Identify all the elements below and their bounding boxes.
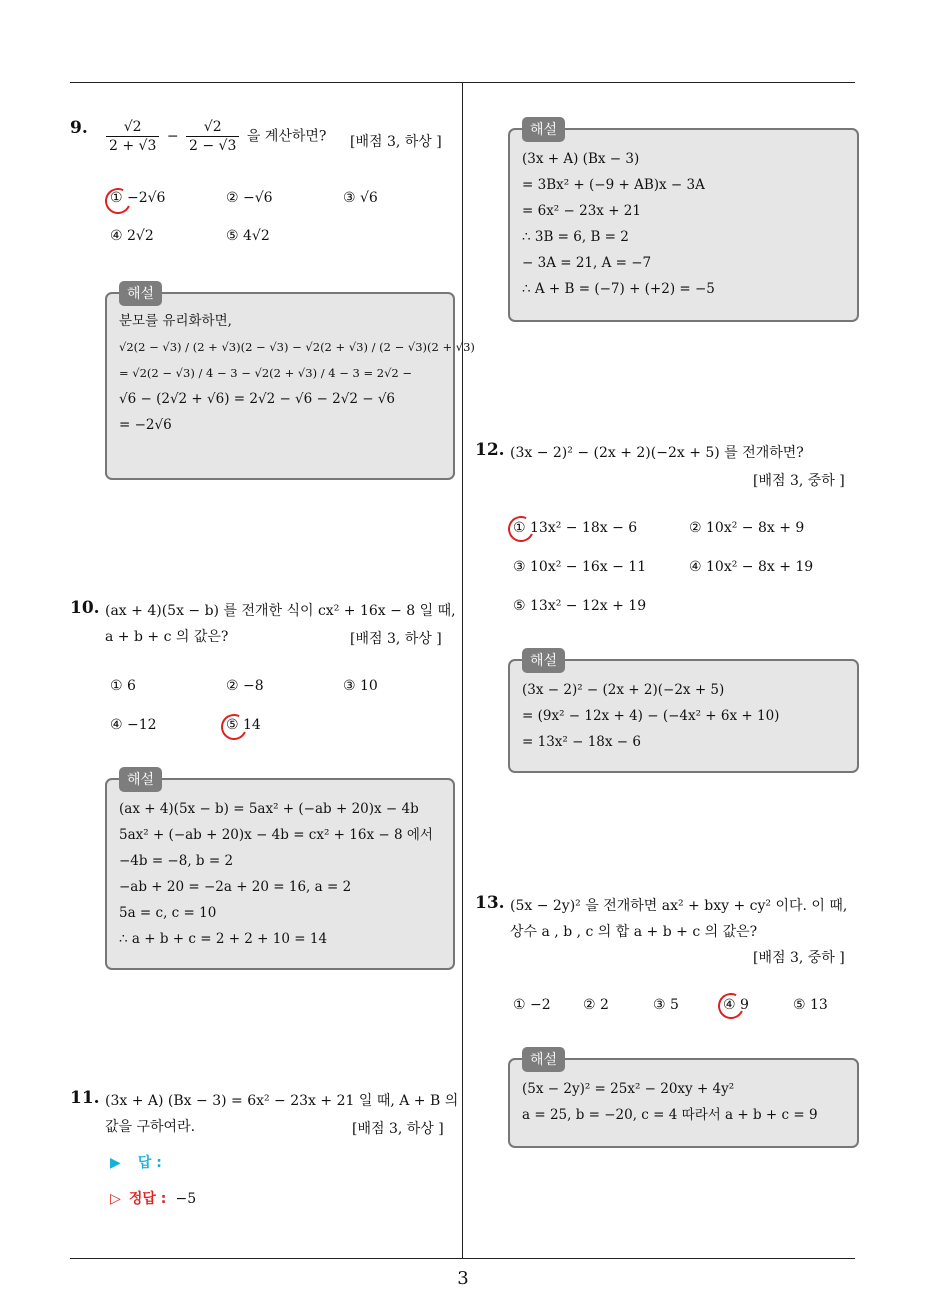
solution-line: a = 25, b = −20, c = 4 따라서 a + b + c = 9 [522, 1107, 818, 1123]
choice-4[interactable]: ④ 9 [723, 997, 749, 1013]
solution-line: (3x + A) (Bx − 3) [522, 151, 640, 167]
question-text: (3x − 2)² − (2x + 2)(−2x + 5) 를 전개하면? [510, 445, 804, 461]
column-divider [462, 83, 463, 1258]
choice-4[interactable]: ④ 2√2 [110, 228, 154, 244]
choice-2[interactable]: ② 2 [583, 997, 609, 1013]
choice-2[interactable]: ② −8 [226, 678, 264, 694]
choice-2[interactable]: ② −√6 [226, 190, 273, 206]
solution-line: − 3A = 21, A = −7 [522, 255, 652, 271]
choice-3[interactable]: ③ 10x² − 16x − 11 [513, 559, 647, 575]
choice-1[interactable]: ① 13x² − 18x − 6 [513, 520, 638, 536]
solution-line: (5x − 2y)² = 25x² − 20xy + 4y² [522, 1081, 735, 1097]
solution-line: ∴ 3B = 6, B = 2 [522, 229, 629, 245]
question-number: 9. [70, 118, 88, 138]
answer-label: 답 : [137, 1155, 162, 1171]
question-number: 11. [70, 1088, 100, 1108]
question-number: 13. [475, 893, 505, 913]
solution-content [522, 677, 779, 755]
solution-box [105, 772, 455, 970]
answer-row [110, 1152, 162, 1172]
solution-line: 분모를 유리화하면, [119, 313, 232, 329]
correct-answer-label: 정답 : [128, 1191, 167, 1207]
solution-tag: 해설 [119, 767, 162, 792]
outline-play-icon: ▷ [110, 1191, 121, 1207]
solution-tag: 해설 [522, 1047, 565, 1072]
choice-5[interactable]: ⑤ 13x² − 12x + 19 [513, 598, 647, 614]
solution-line: = (9x² − 12x + 4) − (−4x² + 6x + 10) [522, 708, 780, 724]
solution-content [119, 308, 475, 438]
solution-box [508, 122, 859, 322]
solution-tag: 해설 [119, 281, 162, 306]
solution-line: = 6x² − 23x + 21 [522, 203, 641, 219]
question-text: 상수 a , b , c 의 합 a + b + c 의 값은? [510, 924, 758, 940]
points-label: [배점 3, 중하 ] [753, 473, 845, 489]
question-text: a + b + c 의 값은? [105, 629, 229, 645]
solution-tag: 해설 [522, 117, 565, 142]
solution-tag: 해설 [522, 648, 565, 673]
correct-answer-row [110, 1188, 196, 1208]
fraction: $\frac{√2}{2 - √3}$ [186, 118, 239, 155]
points-label: [배점 3, 하상 ] [350, 134, 442, 150]
points-label: [배점 3, 중하 ] [753, 950, 845, 966]
solution-content [522, 1076, 818, 1128]
points-label: [배점 3, 하상 ] [350, 631, 442, 647]
question-text: (3x + A) (Bx − 3) = 6x² − 23x + 21 일 때, A + B 의 [105, 1093, 459, 1109]
bottom-rule [70, 1258, 855, 1259]
solution-content [119, 796, 433, 952]
choice-4[interactable]: ④ −12 [110, 717, 157, 733]
solution-box [105, 286, 475, 480]
solution-line: = −2√6 [119, 417, 172, 433]
question-number: 10. [70, 598, 100, 618]
solution-line: √2(2 − √3) / (2 + √3)(2 − √3) − √2(2 + √3) / (2 − √3)(2 + √3) [119, 340, 475, 354]
solution-line: 5ax² + (−ab + 20)x − 4b = cx² + 16x − 8 에서 [119, 827, 433, 843]
solution-line: (3x − 2)² − (2x + 2)(−2x + 5) [522, 682, 725, 698]
solution-line: −4b = −8, b = 2 [119, 853, 234, 869]
solution-line: √6 − (2√2 + √6) = 2√2 − √6 − 2√2 − √6 [119, 391, 396, 407]
solution-content [522, 146, 715, 302]
solution-line: ∴ a + b + c = 2 + 2 + 10 = 14 [119, 931, 328, 947]
choice-3[interactable]: ③ √6 [343, 190, 378, 206]
question-text: (5x − 2y)² 을 전개하면 ax² + bxy + cy² 이다. 이 때, [510, 898, 848, 914]
solution-box [508, 653, 859, 773]
solution-line: ∴ A + B = (−7) + (+2) = −5 [522, 281, 715, 297]
solution-line: = √2(2 − √3) / 4 − 3 − √2(2 + √3) / 4 − 3 = 2√2 − [119, 366, 413, 380]
choice-3[interactable]: ③ 10 [343, 678, 378, 694]
solution-line: (ax + 4)(5x − b) = 5ax² + (−ab + 20)x − 4b [119, 801, 419, 817]
page-number: 3 [457, 1268, 469, 1289]
choice-3[interactable]: ③ 5 [653, 997, 679, 1013]
points-label: [배점 3, 하상 ] [352, 1121, 444, 1137]
question-text: 값을 구하여라. [105, 1119, 196, 1135]
solution-line: −ab + 20 = −2a + 20 = 16, a = 2 [119, 879, 352, 895]
choice-5[interactable]: ⑤ 14 [226, 717, 261, 733]
choice-2[interactable]: ② 10x² − 8x + 9 [689, 520, 805, 536]
choice-1[interactable]: ① −2 [513, 997, 551, 1013]
solution-line: 5a = c, c = 10 [119, 905, 217, 921]
solution-line: = 3Bx² + (−9 + AB)x − 3A [522, 177, 705, 193]
correct-answer-value: −5 [175, 1191, 197, 1207]
solution-box [508, 1052, 859, 1148]
choice-4[interactable]: ④ 10x² − 8x + 19 [689, 559, 814, 575]
question-text: 을 계산하면? [246, 128, 327, 145]
selected-answer-mark [714, 989, 747, 1022]
choice-1[interactable]: ① −2√6 [110, 190, 166, 206]
selected-answer-mark [217, 710, 250, 743]
question-number: 12. [475, 440, 505, 460]
fraction: $\frac{√2}{2 + √3}$ [106, 118, 159, 155]
solution-line: = 13x² − 18x − 6 [522, 734, 641, 750]
selected-answer-mark [504, 512, 537, 545]
question-text: (ax + 4)(5x − b) 를 전개한 식이 cx² + 16x − 8 일 때, [105, 603, 456, 619]
play-icon: ▶ [110, 1155, 121, 1171]
question-stem: $\frac{√2}{2 + √3}$ − $\frac{√2}{2 - √3}$ 을 계산하면? [103, 118, 326, 155]
choice-5[interactable]: ⑤ 4√2 [226, 228, 270, 244]
choice-1[interactable]: ① 6 [110, 678, 136, 694]
choice-5[interactable]: ⑤ 13 [793, 997, 828, 1013]
